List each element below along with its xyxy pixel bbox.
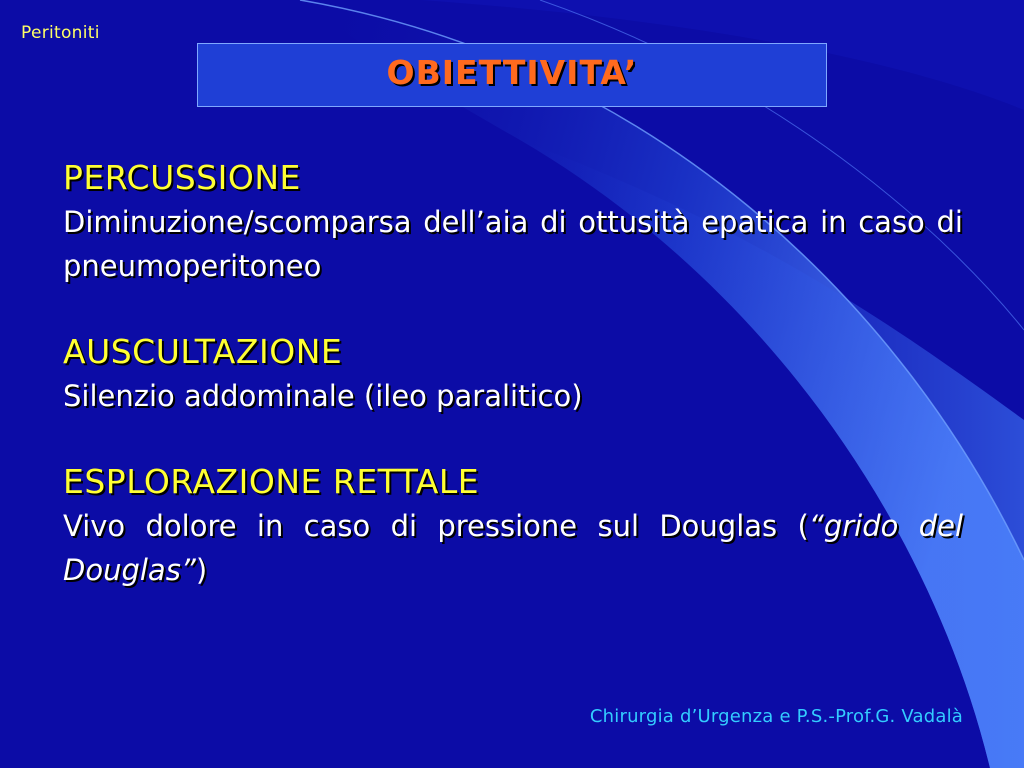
header-label: Peritoniti xyxy=(21,23,100,43)
slide-title: OBIETTIVITA’ xyxy=(386,52,638,92)
footer-credit: Chirurgia d’Urgenza e P.S.-Prof.G. Vadalà xyxy=(589,706,963,727)
section-auscultazione xyxy=(63,330,963,418)
section-heading: AUSCULTAZIONE xyxy=(63,332,343,371)
body-text-suffix: ) xyxy=(195,553,208,587)
section-heading: ESPLORAZIONE RETTALE xyxy=(63,462,480,501)
section-body: Silenzio addominale (ileo paralitico) xyxy=(63,379,583,413)
section-body: Diminuzione/scomparsa dell’aia di ottusità epatica in caso di pneumoperitoneo xyxy=(63,205,963,283)
body-italic-quote: “grido del Douglas” xyxy=(63,509,963,587)
section-esplorazione-rettale xyxy=(63,460,963,592)
section-body xyxy=(63,504,963,592)
section-heading: PERCUSSIONE xyxy=(63,158,301,197)
slide-content xyxy=(63,156,963,592)
title-box xyxy=(197,43,827,107)
section-percussione xyxy=(63,156,963,288)
body-text: Vivo dolore in caso di pressione sul Douglas ( xyxy=(63,509,809,543)
